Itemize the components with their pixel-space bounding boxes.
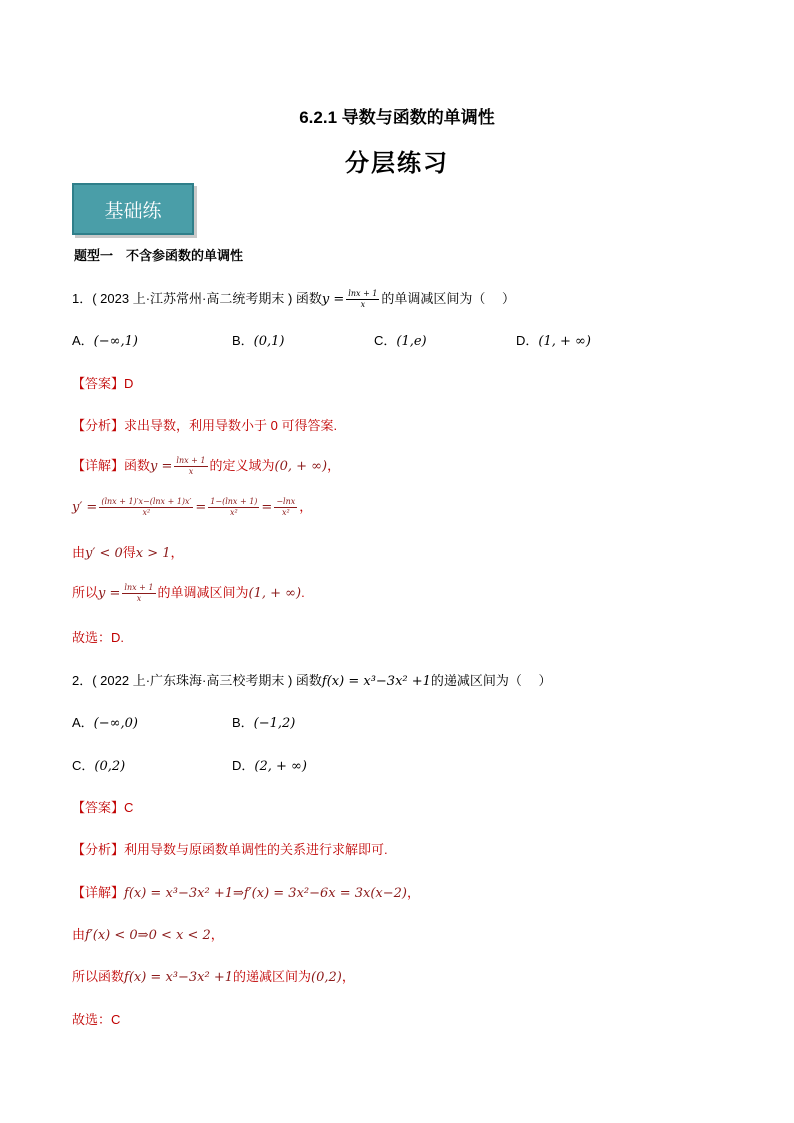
q1-frac-num: lnx + 1	[348, 289, 378, 299]
detail-tag: 【详解】	[72, 885, 125, 900]
answer-tag: 【答案】	[72, 800, 125, 815]
option-value: (2, + ∞)	[254, 759, 307, 774]
derivative-frac-2	[208, 497, 259, 518]
answer-value: D	[124, 376, 134, 391]
detail-text: ，	[407, 885, 421, 900]
q1-fraction	[346, 289, 379, 310]
option-label: D．	[232, 758, 255, 773]
step-math: (0,2)	[311, 970, 342, 985]
option-value: (−∞,1)	[93, 334, 138, 349]
frac-num: 1−(lnx + 1)	[210, 497, 258, 507]
detail-text: 函数	[124, 458, 151, 473]
frac-den: x²	[142, 508, 151, 518]
q1-stem-prefix: 1．( 2023 上·江苏常州·高二统考期末 ) 函数	[72, 291, 322, 306]
q1-answer	[72, 373, 133, 392]
step-text: 由	[72, 927, 86, 942]
page-title: 6.2.1 导数与函数的单调性	[299, 108, 495, 127]
detail-text: ，	[299, 499, 313, 514]
frac-num: (lnx + 1)′x−(lnx + 1)x′	[101, 497, 192, 507]
q1-step-1	[72, 542, 184, 561]
answer-tag: 【答案】	[72, 376, 125, 391]
equals: =	[261, 500, 273, 515]
option-label: B．	[232, 715, 254, 730]
q1-func-lhs: y =	[321, 292, 345, 307]
option-value: (0,1)	[253, 334, 285, 349]
option-label: A．	[72, 715, 94, 730]
detail-tag: 【详解】	[72, 458, 125, 473]
q2-option-a	[72, 712, 138, 731]
frac-num: −lnx	[276, 497, 296, 507]
option-label: C．	[72, 758, 95, 773]
q2-stem-prefix: 2．( 2022 上·广东珠海·高三校考期末 ) 函数	[72, 673, 322, 688]
option-value: (−1,2)	[253, 716, 296, 731]
equals: =	[195, 500, 207, 515]
option-value: (1, + ∞)	[538, 334, 591, 349]
frac-num: lnx + 1	[124, 583, 154, 593]
derivative-lhs: y′ =	[72, 500, 98, 515]
step-text: 所以函数	[72, 969, 125, 984]
step-text: 由	[72, 545, 86, 560]
detail-math: (0, + ∞)	[274, 459, 328, 474]
q2-detail	[72, 882, 420, 901]
q1-derivative	[72, 496, 312, 518]
frac-den: x²	[229, 508, 238, 518]
step-text: 得	[122, 545, 136, 560]
step-text: ，	[210, 927, 224, 942]
step-text: .	[301, 585, 305, 600]
detail-fraction	[174, 456, 207, 477]
q1-stem	[72, 288, 515, 310]
detail-text: ，	[327, 458, 341, 473]
q1-option-b	[232, 330, 285, 349]
step-math: f(x) = x³−3x² +1	[124, 970, 234, 985]
step-math: y′ < 0	[85, 546, 123, 561]
analysis-tag: 【分析】	[72, 418, 125, 433]
derivative-frac-3	[274, 497, 297, 518]
answer-value: C	[124, 800, 134, 815]
q2-stem	[72, 670, 552, 689]
q2-stem-math: f(x) = x³−3x² +1	[321, 674, 431, 689]
detail-text: 的定义域为	[209, 458, 275, 473]
q2-stem-suffix: 的递减区间为（ ）	[430, 673, 552, 688]
option-value: (1,e)	[396, 334, 427, 349]
frac-den: x	[136, 594, 142, 604]
analysis-text: 利用导数与原函数单调性的关系进行求解即可.	[124, 842, 388, 857]
option-value: (−∞,0)	[93, 716, 138, 731]
page-subtitle: 分层练习	[345, 148, 449, 177]
option-label: B．	[232, 333, 254, 348]
analysis-tag: 【分析】	[72, 842, 125, 857]
frac-den: x	[188, 467, 194, 477]
step-math: x > 1	[135, 546, 171, 561]
analysis-text: 求出导数，利用导数小于 0 可得答案.	[124, 418, 338, 433]
option-label: C．	[374, 333, 397, 348]
section-heading: 题型一 不含参函数的单调性	[74, 248, 244, 263]
q1-option-c	[374, 330, 427, 349]
q2-option-c	[72, 755, 125, 774]
q2-answer	[72, 797, 133, 816]
level-badge-label: 基础练	[104, 199, 162, 222]
detail-math: y =	[150, 459, 173, 474]
option-label: D．	[516, 333, 539, 348]
step-fraction	[122, 583, 155, 604]
q2-step-1	[72, 924, 224, 943]
step-math: y =	[98, 586, 121, 601]
q2-choice: 故选：C	[72, 1012, 121, 1027]
frac-den: x²	[281, 508, 290, 518]
q1-stem-suffix: 的单调减区间为（ ）	[381, 291, 516, 306]
step-text: ，	[341, 969, 355, 984]
step-text: 的递减区间为	[233, 969, 312, 984]
level-badge	[72, 183, 194, 235]
step-math: (1, + ∞)	[248, 586, 302, 601]
step-math: f′(x) < 0⇒0 < x < 2	[85, 928, 211, 943]
q1-analysis	[72, 415, 337, 434]
q1-detail-line1	[72, 455, 340, 477]
q1-step-2	[72, 582, 305, 604]
step-text: 的单调减区间为	[157, 585, 249, 600]
detail-math: f(x) = x³−3x² +1⇒f′(x) = 3x²−6x = 3x(x−2)	[124, 886, 408, 901]
q2-analysis	[72, 839, 388, 858]
option-value: (0,2)	[94, 759, 126, 774]
step-text: ，	[170, 545, 184, 560]
q1-choice: 故选：D.	[72, 630, 125, 645]
q1-option-a	[72, 330, 138, 349]
derivative-frac-1	[99, 497, 193, 518]
q2-option-d	[232, 755, 307, 774]
q1-frac-den: x	[360, 300, 366, 310]
frac-num: lnx + 1	[176, 456, 206, 466]
q2-option-b	[232, 712, 295, 731]
option-label: A．	[72, 333, 94, 348]
q2-step-2	[72, 966, 355, 985]
q1-option-d	[516, 330, 591, 349]
step-text: 所以	[72, 585, 99, 600]
